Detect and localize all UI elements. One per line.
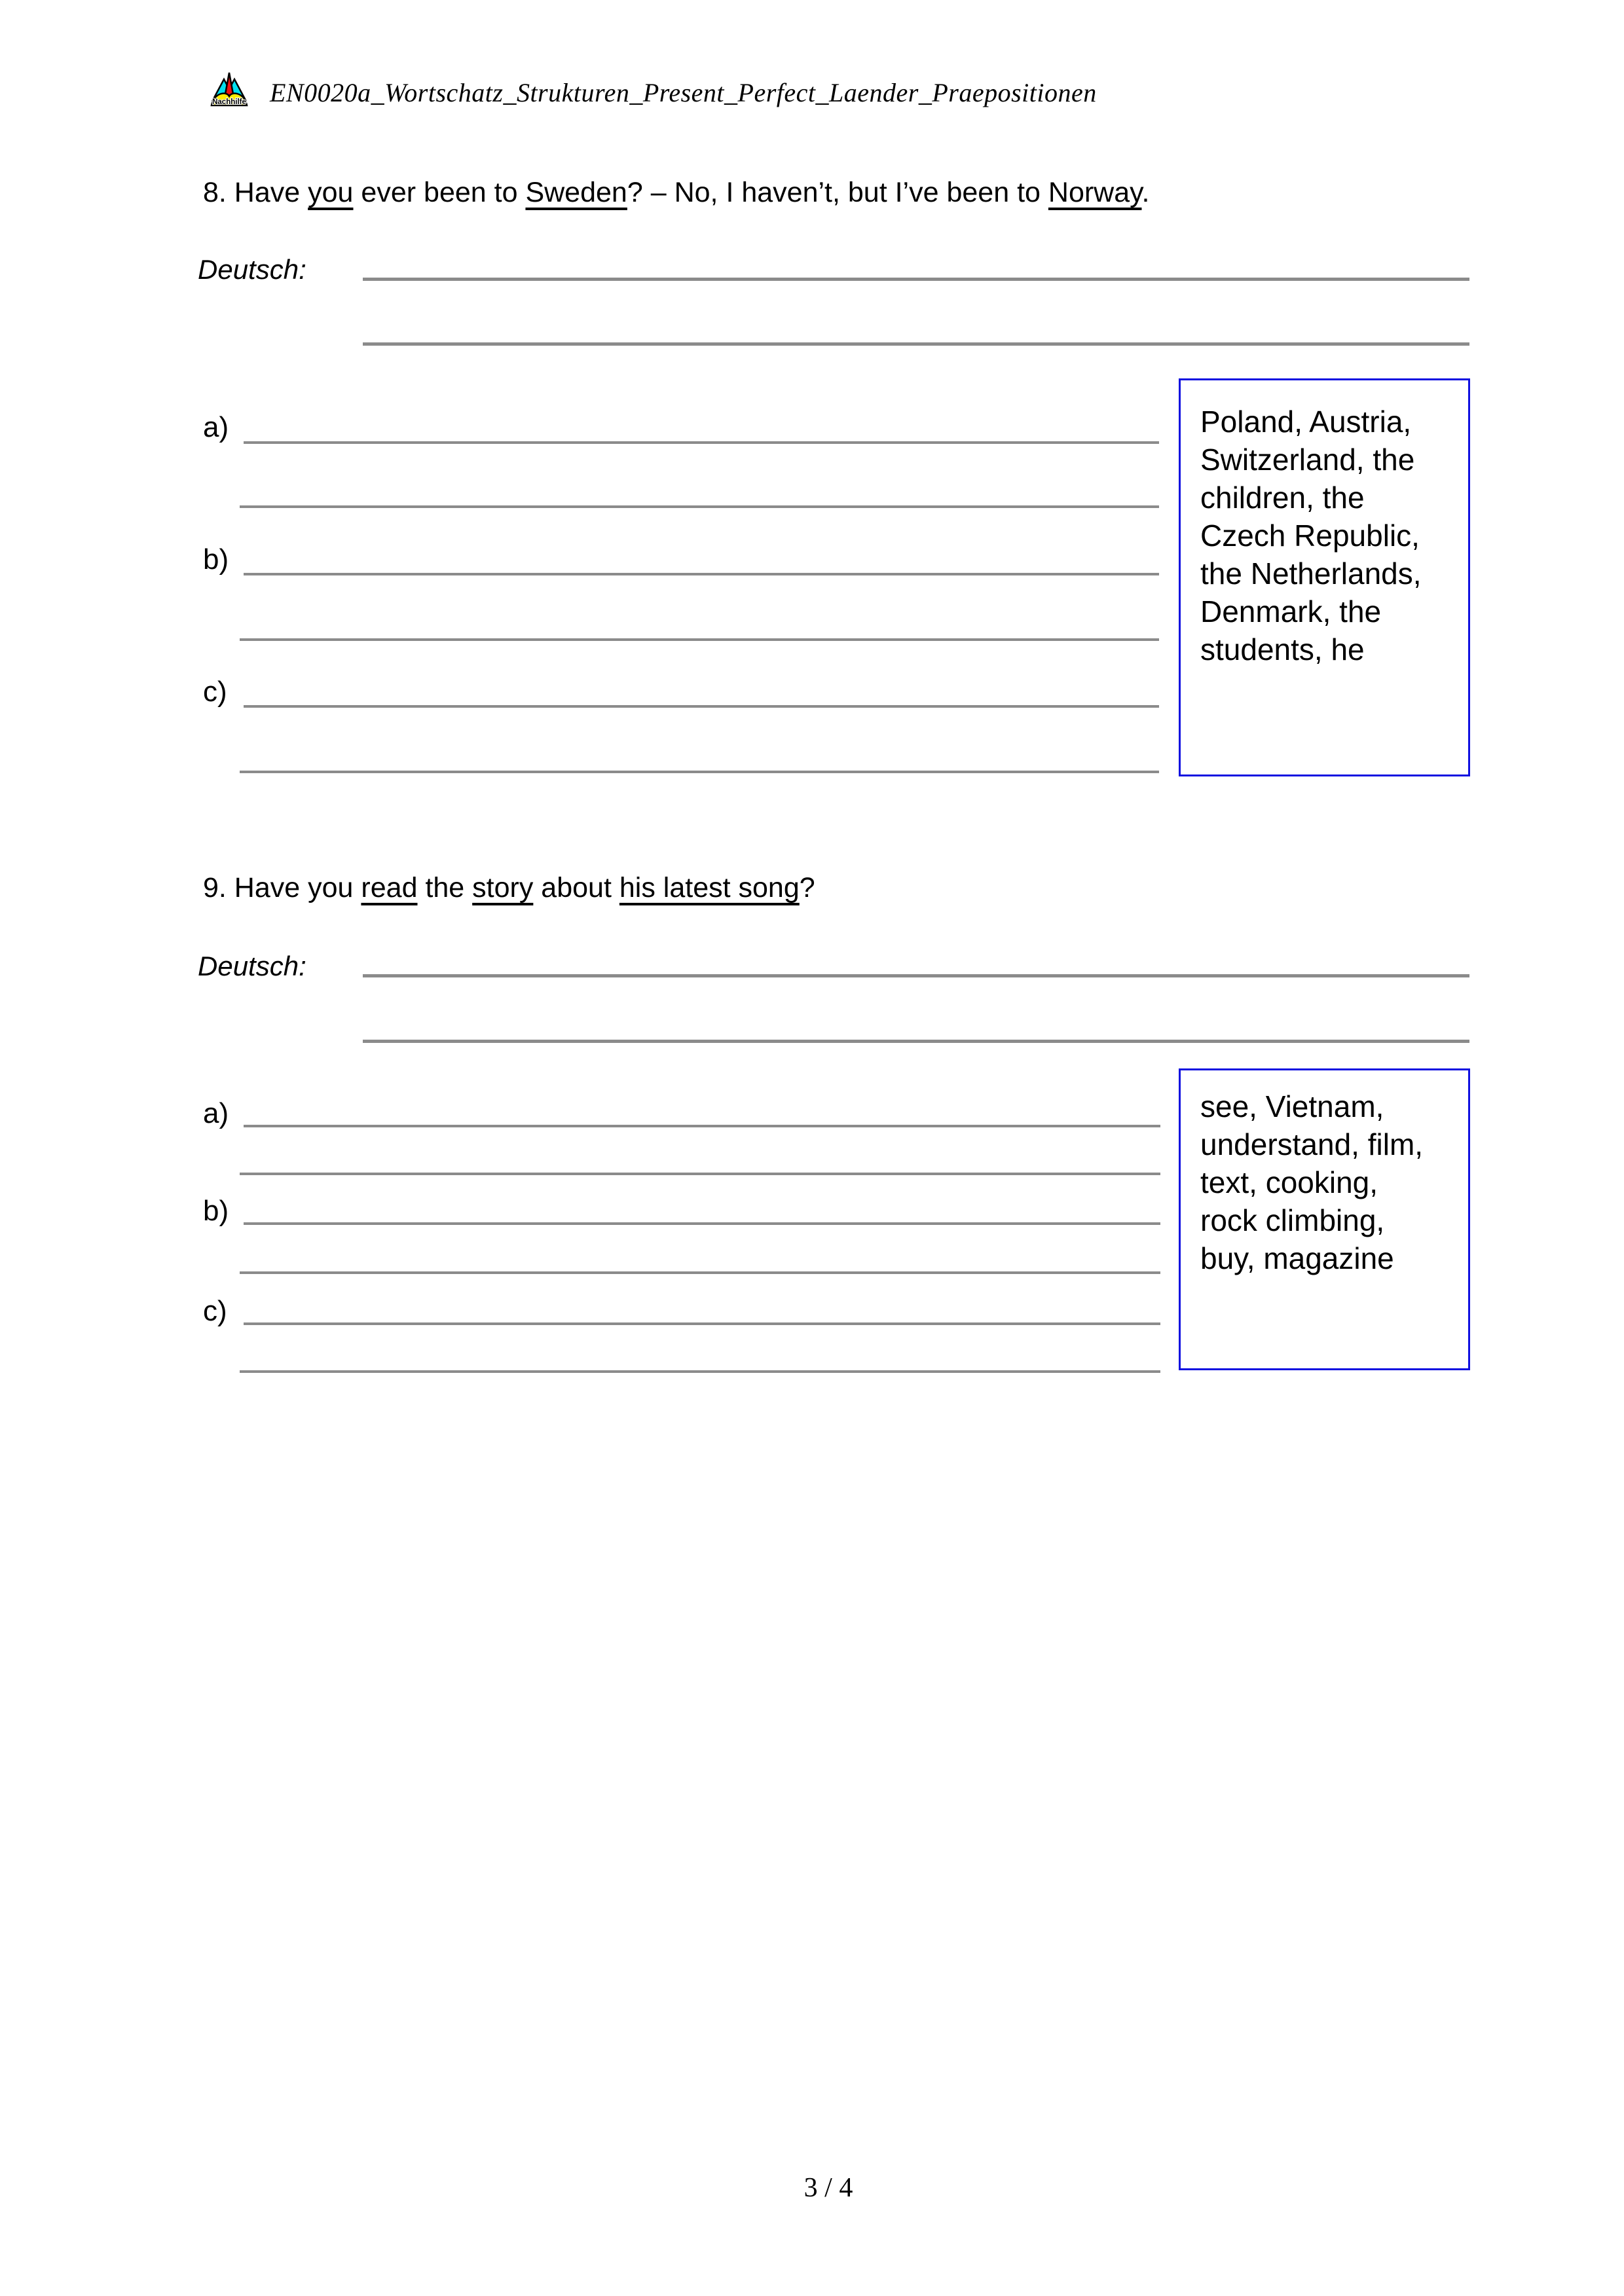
writing-line [363, 1040, 1469, 1043]
q8-item-c-label: c) [203, 676, 227, 708]
writing-line [363, 974, 1469, 977]
word-bank-line: Czech Republic, [1200, 519, 1420, 553]
writing-line [240, 1271, 1160, 1274]
word-bank-line: understand, film, [1200, 1127, 1424, 1161]
q8-deutsch-label: Deutsch: [198, 254, 306, 285]
word-bank-line: Denmark, the [1200, 594, 1382, 629]
q8-underlined-word: Sweden [525, 177, 627, 208]
writing-line [244, 1322, 1160, 1325]
q9-segment: about [533, 872, 619, 903]
word-bank-line: children, the [1200, 481, 1365, 515]
q9-item-b-label: b) [203, 1195, 229, 1227]
writing-line [244, 573, 1159, 575]
nachhilfe-logo [210, 71, 249, 111]
q8-segment: . [1141, 177, 1150, 208]
q8-underlined-word: Norway [1048, 177, 1142, 208]
document-title: EN0020a_Wortschatz_Strukturen_Present_Perfect_Laender_Praepositionen [270, 78, 1097, 107]
question-9-text [203, 871, 815, 905]
writing-line [244, 1125, 1160, 1127]
q9-underlined-word: his latest song [619, 872, 800, 903]
q9-underlined-word: story [472, 872, 534, 903]
writing-line [244, 441, 1159, 444]
writing-line [244, 705, 1159, 708]
q9-deutsch-label: Deutsch: [198, 951, 306, 981]
q8-segment: ever been to [353, 177, 526, 208]
q9-segment: ? [799, 872, 815, 903]
mountain-logo-icon [210, 71, 249, 111]
writing-line [244, 1222, 1160, 1225]
word-bank-line: see, Vietnam, [1200, 1089, 1384, 1123]
q8-segment: ? – No, I haven’t, but I’ve been to [627, 177, 1048, 208]
writing-line [363, 278, 1469, 281]
word-bank-line: Switzerland, the [1200, 443, 1415, 477]
q8-word-bank-box [1179, 378, 1470, 776]
writing-line [240, 771, 1159, 773]
writing-line [363, 342, 1469, 346]
writing-line [240, 505, 1159, 508]
q8-underlined-word: you [308, 177, 354, 208]
word-bank-line: rock climbing, [1200, 1203, 1385, 1237]
q8-item-a-label: a) [203, 411, 229, 443]
word-bank-line: Poland, Austria, [1200, 405, 1412, 439]
q9-segment: the [417, 872, 473, 903]
writing-line [240, 1370, 1160, 1373]
writing-line [240, 638, 1159, 641]
writing-line [240, 1173, 1160, 1175]
word-bank-line: text, cooking, [1200, 1165, 1378, 1199]
q9-segment: 9. Have you [203, 872, 361, 903]
question-8-text [203, 175, 1149, 210]
q9-item-c-label: c) [203, 1295, 227, 1327]
word-bank-line: the Netherlands, [1200, 556, 1422, 591]
q9-underlined-word: read [361, 872, 418, 903]
page-number: 3 / 4 [803, 2173, 853, 2203]
q8-item-b-label: b) [203, 543, 229, 575]
word-bank-line: buy, magazine [1200, 1241, 1394, 1275]
q9-item-a-label: a) [203, 1097, 229, 1129]
q8-segment: 8. Have [203, 177, 308, 208]
q9-word-bank-box [1179, 1068, 1470, 1370]
logo-text: Nachhilfe [212, 98, 246, 106]
word-bank-line: students, he [1200, 632, 1365, 666]
